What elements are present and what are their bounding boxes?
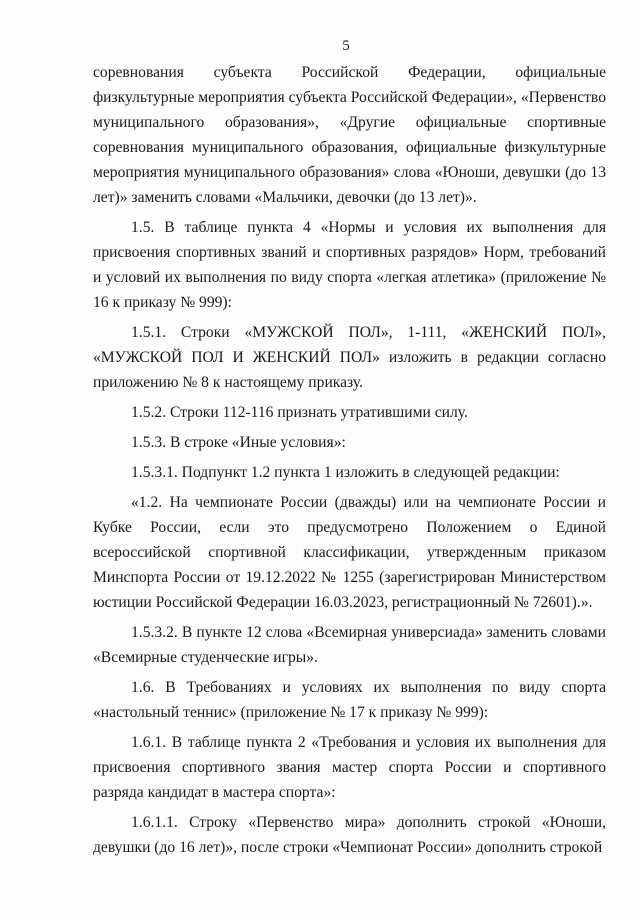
paragraph-1-5-3: 1.5.3. В строке «Иные условия»: <box>131 434 346 451</box>
paragraph-1-5: 1.5. В таблице пункта 4 «Нормы и условия их выполнения для присвоения спортивных званий и спортивных разрядов» Норм, требований и условий их выполнения по виду спорта «легкая атлетика» (приложение № 16 к приказу № 999): <box>93 219 606 311</box>
paragraph-1-5-3-2: 1.5.3.2. В пункте 12 слова «Всемирная универсиада» заменить словами «Всемирные студенческие игры». <box>93 624 606 666</box>
paragraph-1-5-1: 1.5.1. Строки «МУЖСКОЙ ПОЛ», 1-111, «ЖЕНСКИЙ ПОЛ», «МУЖСКОЙ ПОЛ И ЖЕНСКИЙ ПОЛ» изложить в редакции согласно приложению № 8 к настоящему приказу. <box>93 324 606 391</box>
paragraph-1-5-2: 1.5.2. Строки 112-116 признать утратившими силу. <box>131 404 468 421</box>
paragraph-continuation: соревнования субъекта Российской Федерации, официальные физкультурные мероприятия субъекта Российской Федерации», «Первенство муниципального образования», «Другие официальные спортивные соревнования муниципального образования, официальные физкультурные мероприятия муниципального образования» слова «Юноши, девушки (до 13 лет)» заменить словами «Мальчики, девочки (до 13 лет)». <box>93 64 606 206</box>
page-number: 5 <box>342 38 350 54</box>
paragraph-1-6-1: 1.6.1. В таблице пункта 2 «Требования и условия их выполнения для присвоения спортивного звания мастер спорта России и спортивного разряда кандидат в мастера спорта»: <box>93 734 606 801</box>
paragraph-1-6-1-1: 1.6.1.1. Строку «Первенство мира» дополнить строкой «Юноши, девушки (до 16 лет)», после строки «Чемпионат России» дополнить строкой <box>93 814 606 856</box>
document-body <box>93 60 606 865</box>
paragraph-1-6: 1.6. В Требованиях и условиях их выполнения по виду спорта «настольный теннис» (приложение № 17 к приказу № 999): <box>93 679 606 721</box>
paragraph-quote-1-2: «1.2. На чемпионате России (дважды) или на чемпионате России и Кубке России, если это предусмотрено Положением о Единой всероссийской спортивной классификации, утвержденным приказом Минспорта России от 19.12.2022 № 1255 (зарегистрирован Министерством юстиции Российской Федерации 16.03.2023, регистрационный № 72601).». <box>93 494 606 611</box>
paragraph-1-5-3-1: 1.5.3.1. Подпункт 1.2 пункта 1 изложить в следующей редакции: <box>131 464 560 481</box>
